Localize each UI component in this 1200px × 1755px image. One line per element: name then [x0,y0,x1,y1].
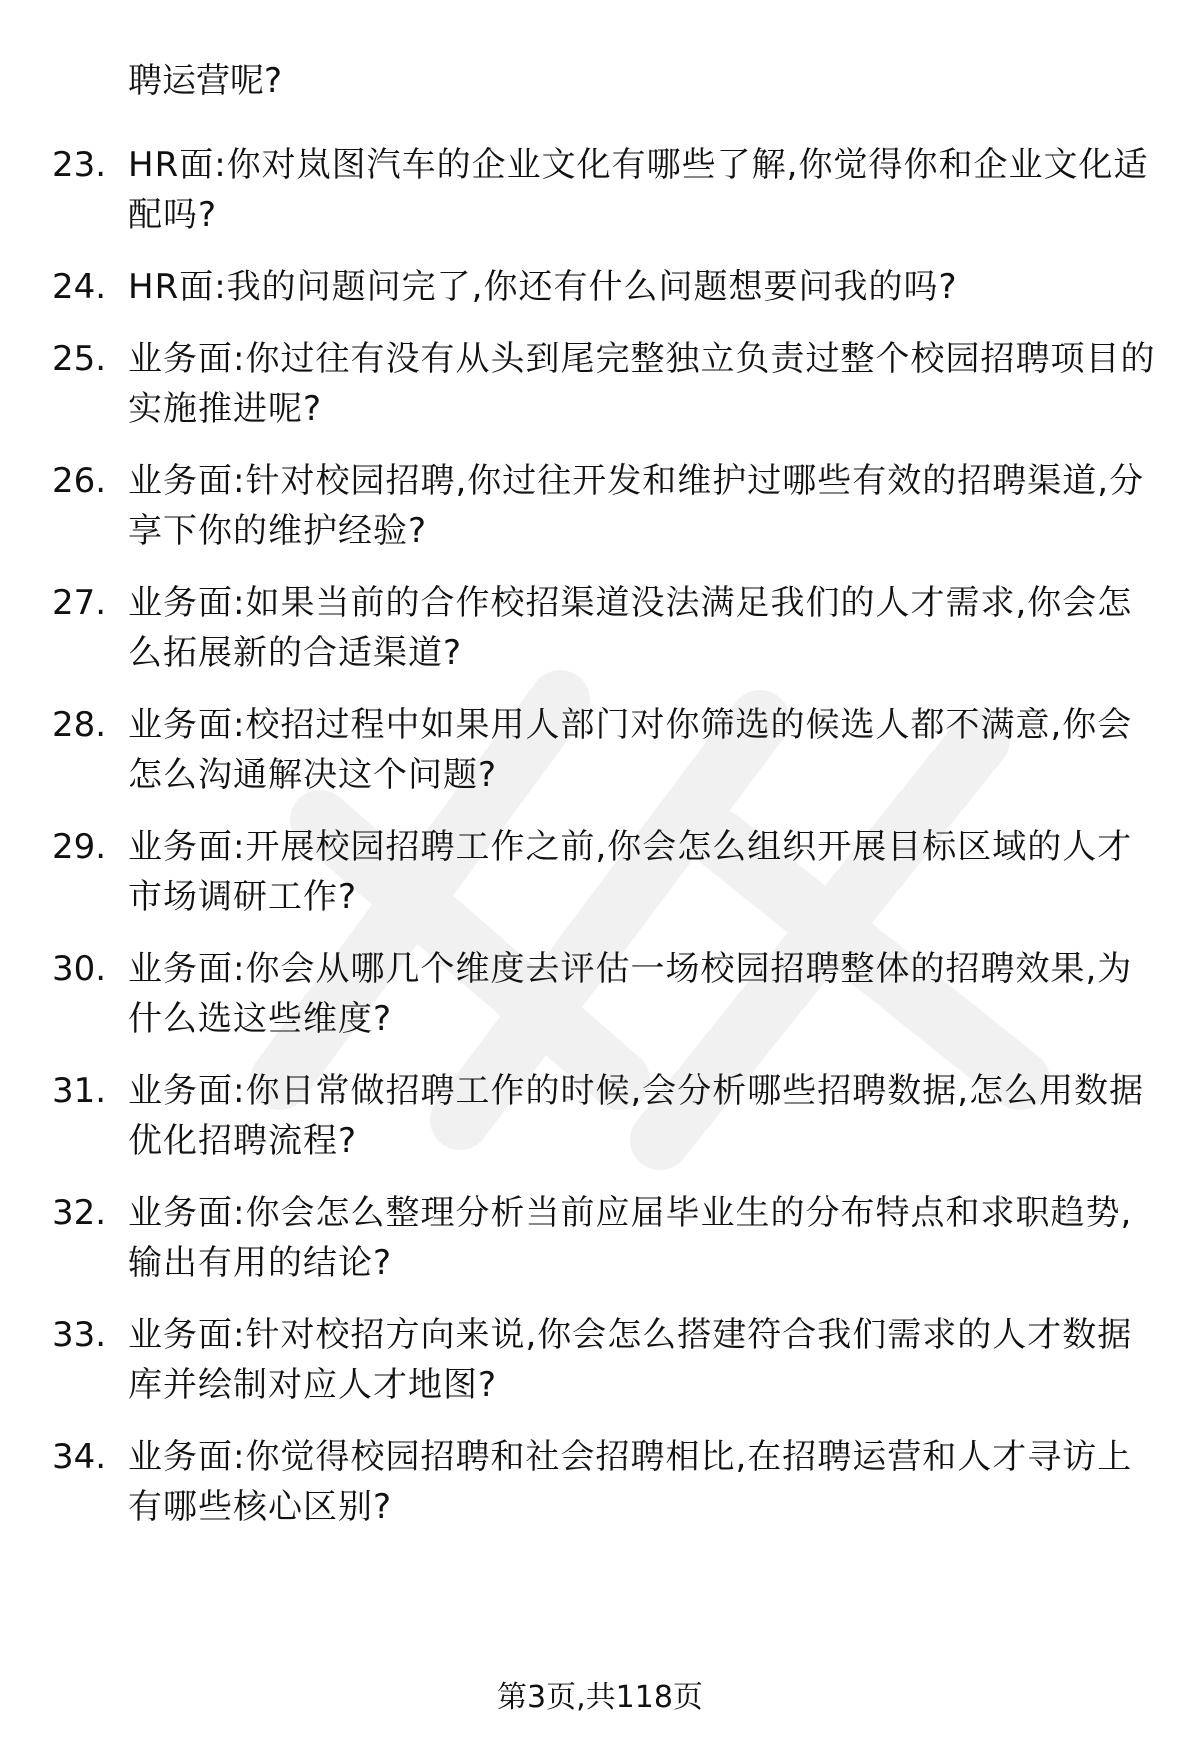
question-number: 27. [52,583,107,623]
question-text: 业务面:你过往有没有从头到尾完整独立负责过整个校园招聘项目的实施推进呢? [128,339,1156,429]
page-number-footer: 第3页,共118页 [497,1680,703,1715]
question-text: HR面:你对岚图汽车的企业文化有哪些了解,你觉得你和企业文化适配吗? [128,145,1149,235]
question-number: 26. [52,461,107,501]
question-number: 29. [52,827,107,867]
question-number: 31. [52,1071,107,1111]
list-item [0,456,1200,578]
question-text: 业务面:你会从哪几个维度去评估一场校园招聘整体的招聘效果,为什么选这些维度? [128,949,1133,1039]
continuation-text: 聘运营呢? [128,61,283,101]
question-text: 业务面:针对校园招聘,你过往开发和维护过哪些有效的招聘渠道,分享下你的维护经验? [128,461,1145,551]
list-item [0,334,1200,456]
question-text: 业务面:开展校园招聘工作之前,你会怎么组织开展目标区域的人才市场调研工作? [128,827,1133,917]
list-item [0,1066,1200,1188]
question-number: 32. [52,1193,107,1233]
list-item [0,944,1200,1066]
list-item [0,578,1200,700]
list-item [0,1310,1200,1432]
question-text: 业务面:你会怎么整理分析当前应届毕业生的分布特点和求职趋势,输出有用的结论? [128,1193,1133,1283]
list-item [0,262,1200,334]
list-item [0,140,1200,262]
list-item [0,1432,1200,1554]
question-text: 业务面:你觉得校园招聘和社会招聘相比,在招聘运营和人才寻访上有哪些核心区别? [128,1437,1133,1527]
question-text: HR面:我的问题问完了,你还有什么问题想要问我的吗? [128,267,958,307]
question-number: 28. [52,705,107,745]
list-item [0,822,1200,944]
list-item [0,1188,1200,1310]
question-number: 24. [52,267,107,307]
question-number: 25. [52,339,107,379]
question-text: 业务面:针对校招方向来说,你会怎么搭建符合我们需求的人才数据库并绘制对应人才地图? [128,1315,1133,1405]
question-text: 业务面:你日常做招聘工作的时候,会分析哪些招聘数据,怎么用数据优化招聘流程? [128,1071,1145,1161]
question-list [0,140,1200,1554]
question-text: 业务面:校招过程中如果用人部门对你筛选的候选人都不满意,你会怎么沟通解决这个问题? [128,705,1133,795]
question-number: 33. [52,1315,107,1355]
question-number: 34. [52,1437,107,1477]
list-item [0,700,1200,822]
question-number: 30. [52,949,107,989]
question-text: 业务面:如果当前的合作校招渠道没法满足我们的人才需求,你会怎么拓展新的合适渠道? [128,583,1133,673]
question-number: 23. [52,145,107,185]
